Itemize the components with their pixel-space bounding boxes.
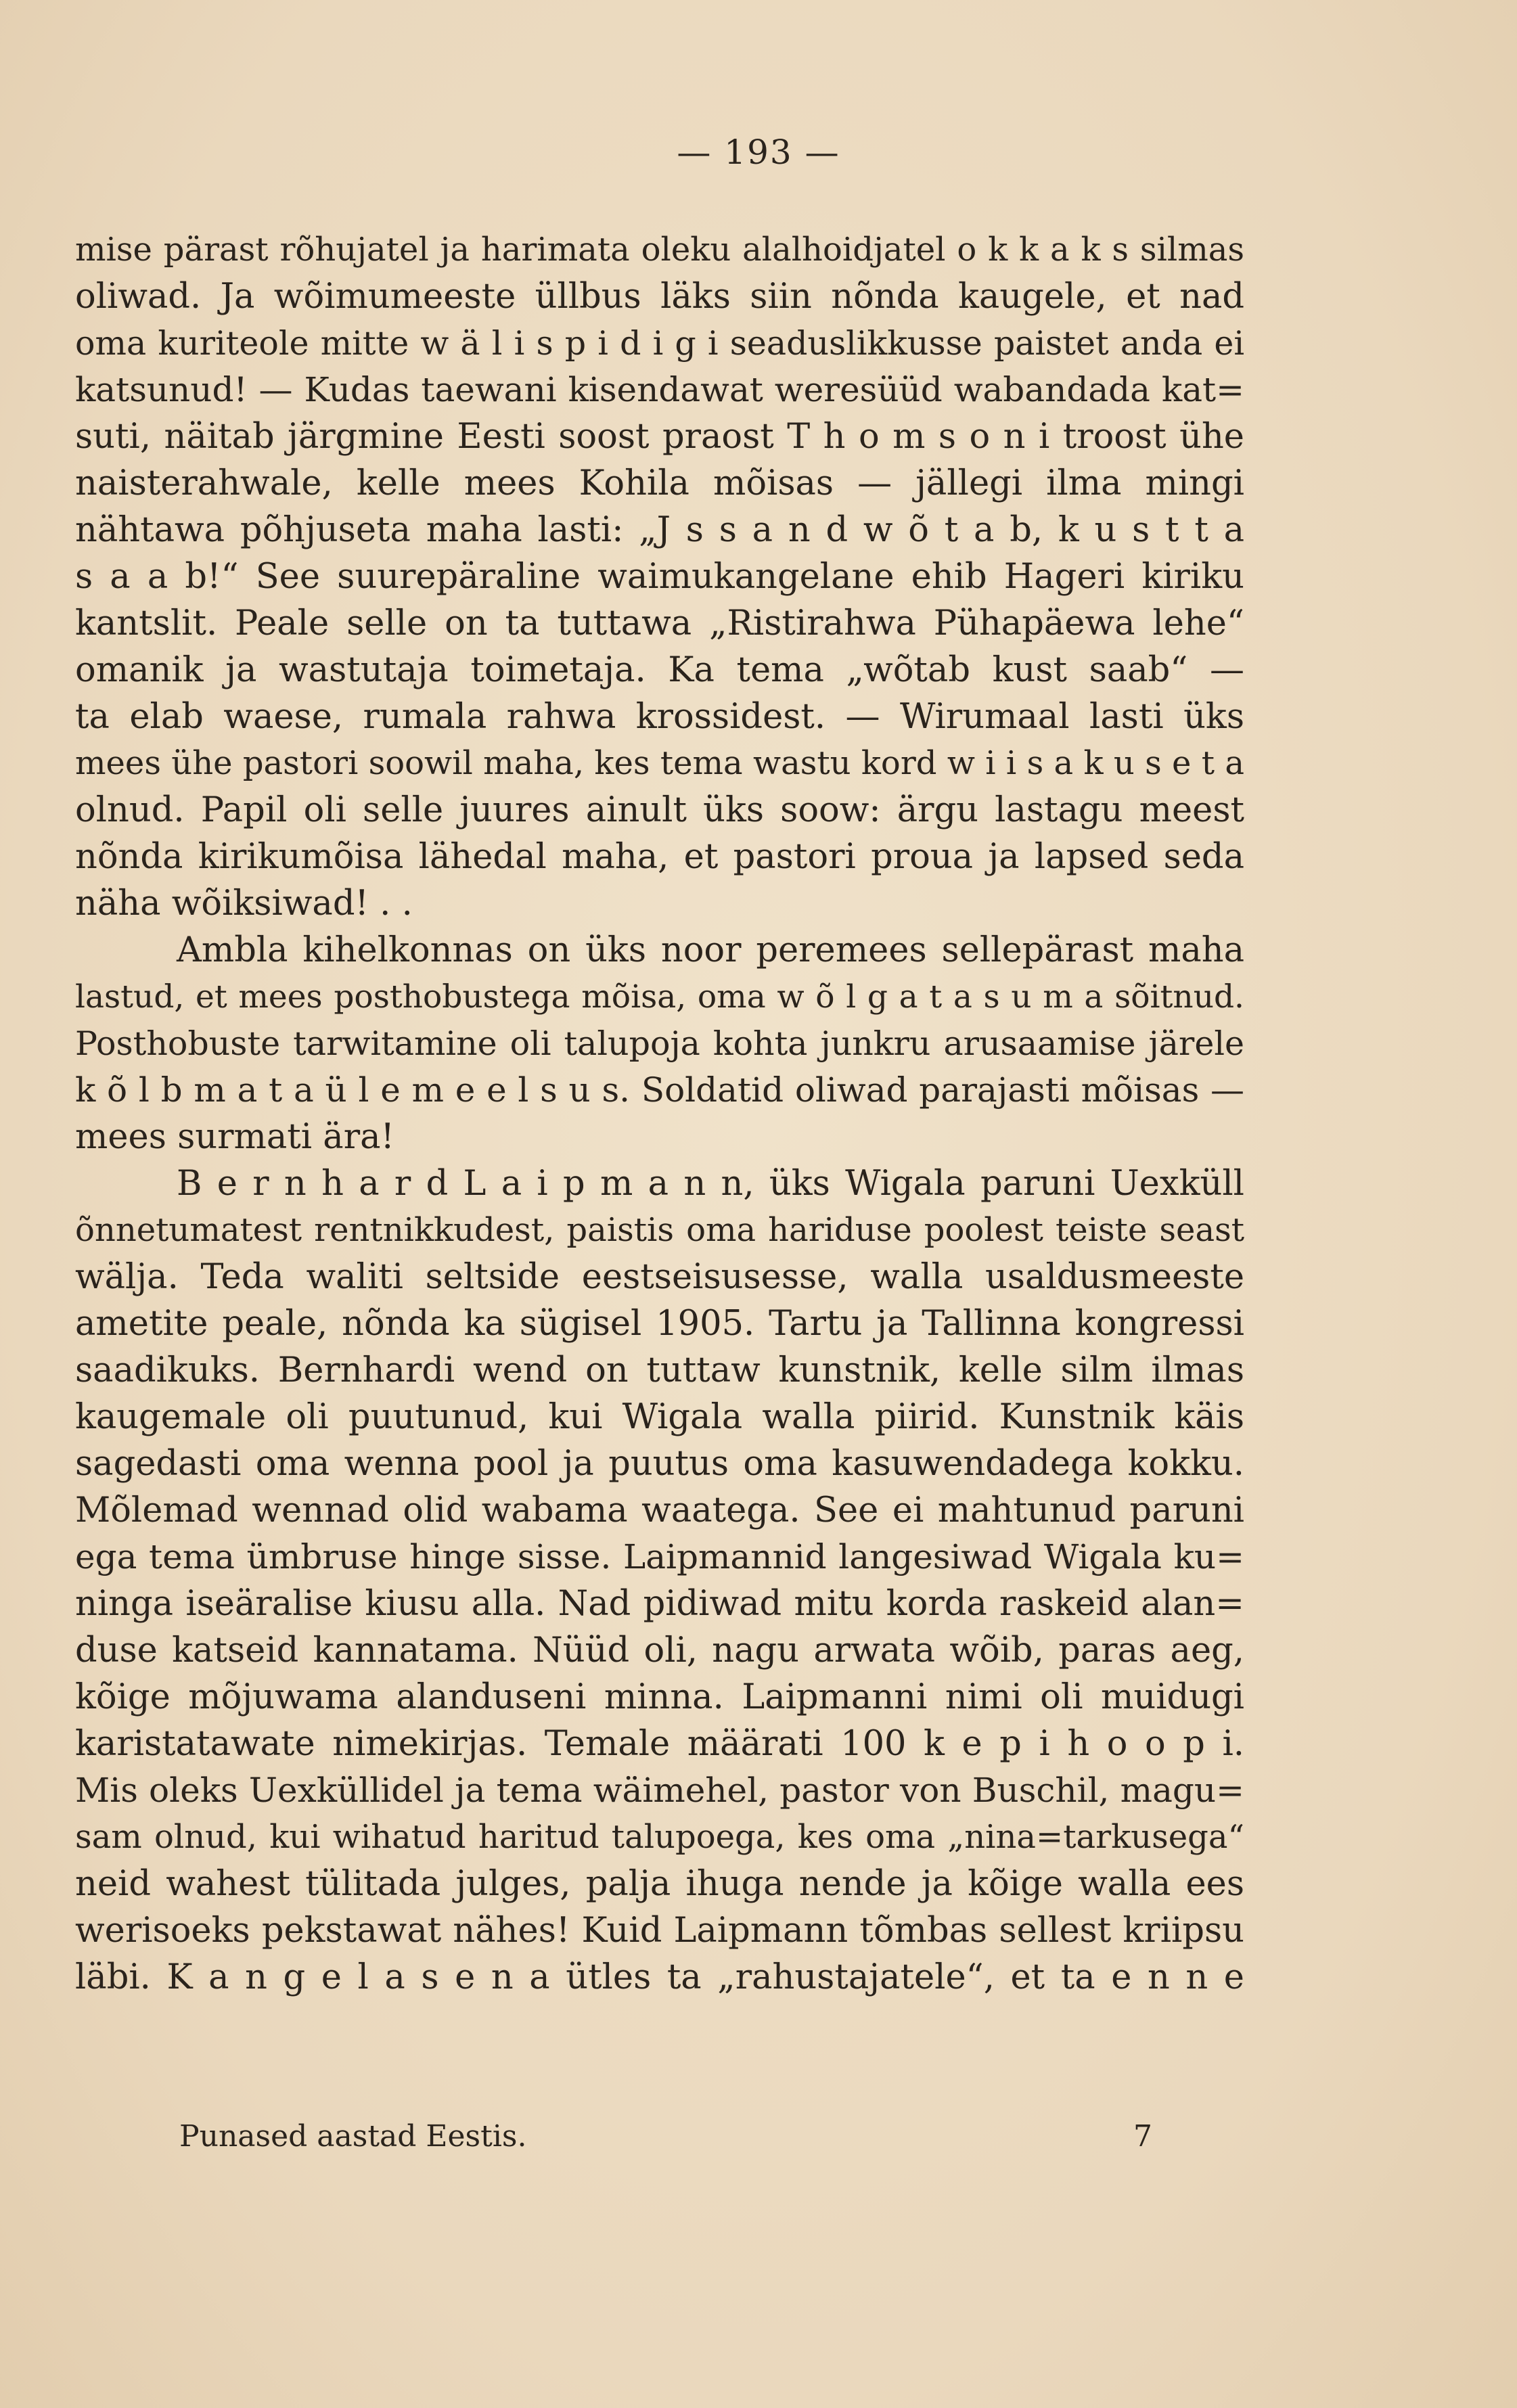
text-line: ninga iseäralise kiusu alla. Nad pidiwad mitu korda raskeid alan= <box>75 1584 1244 1624</box>
text-line: läbi. K a n g e l a s e n a ütles ta „rahustajatele“, et ta e n n e <box>75 1957 1244 1997</box>
text-line: Posthobuste tarwitamine oli talupoja kohta junkru arusaamise järele <box>75 1024 1244 1063</box>
text-line: wälja. Teda waliti seltside eestseisusesse, walla usaldusmeeste <box>75 1257 1244 1297</box>
text-line: werisoeks pekstawat nähes! Kuid Laipmann tõmbas sellest kriipsu <box>75 1911 1244 1951</box>
text-line: duse katseid kannatama. Nüüd oli, nagu arwata wõib, paras aeg, <box>75 1631 1244 1671</box>
text-line: kaugemale oli puutunud, kui Wigala walla piirid. Kunstnik käis <box>75 1397 1244 1437</box>
text-line: karistatawate nimekirjas. Temale määrati 100 k e p i h o o p i. <box>75 1724 1244 1764</box>
text-line: nähtawa põhjuseta maha lasti: „J s s a n d w õ t a b, k u s t t a <box>75 510 1244 550</box>
text-line: suti, näitab järgmine Eesti soost praost T h o m s o n i troost ühe <box>75 417 1244 457</box>
text-line: kõige mõjuwama alanduseni minna. Laipmanni nimi oli muidugi <box>75 1677 1244 1717</box>
text-line: Ambla kihelkonnas on üks noor peremees sellepärast maha <box>177 930 1244 970</box>
text-line: Mõlemad wennad olid wabama waatega. See ei mahtunud paruni <box>75 1491 1244 1530</box>
text-line: oma kuriteole mitte w ä l i s p i d i g i seaduslikkusse paistet anda ei <box>75 324 1244 363</box>
text-line: ametite peale, nõnda ka sügisel 1905. Tartu ja Tallinna kongressi <box>75 1304 1244 1344</box>
text-line: olnud. Papil oli selle juures ainult üks soow: ärgu lastagu meest <box>75 790 1244 830</box>
text-line: ega tema ümbruse hinge sisse. Laipmannid langesiwad Wigala ku= <box>75 1537 1244 1576</box>
body-text <box>75 227 1244 2001</box>
text-line: mees surmati ära! <box>75 1117 394 1157</box>
signature-mark: 7 <box>1133 2119 1152 2154</box>
text-line: ta elab waese, rumala rahwa krossidest. — Wirumaal lasti üks <box>75 697 1244 737</box>
page-number: — 193 — <box>677 133 840 172</box>
page-footer <box>179 2119 1160 2160</box>
footer-book-title: Punased aastad Eestis. <box>179 2119 527 2154</box>
text-line: B e r n h a r d L a i p m a n n, üks Wigala paruni Uexküll <box>177 1164 1244 1204</box>
text-line: omanik ja wastutaja toimetaja. Ka tema „wõtab kust saab“ — <box>75 650 1244 690</box>
text-line: mees ühe pastori soowil maha, kes tema wastu kord w i i s a k u s e t a <box>75 744 1244 782</box>
text-line: sam olnud, kui wihatud haritud talupoega, kes oma „nina=tarkusega“ <box>75 1818 1244 1856</box>
text-line: õnnetumatest rentnikkudest, paistis oma hariduse poolest teiste seast <box>75 1211 1244 1249</box>
text-line: saadikuks. Bernhardi wend on tuttaw kunstnik, kelle silm ilmas <box>75 1350 1244 1390</box>
text-line: s a a b!“ See suurepäraline waimukangelane ehib Hageri kiriku <box>75 557 1244 597</box>
text-line: kantslit. Peale selle on ta tuttawa „Ristirahwa Pühapäewa lehe“ <box>75 604 1244 643</box>
text-line: neid wahest tülitada julges, palja ihuga nende ja kõige walla ees <box>75 1864 1244 1904</box>
text-line: k õ l b m a t a ü l e m e e l s u s. Soldatid oliwad parajasti mõisas — <box>75 1070 1244 1110</box>
text-line: naisterahwale, kelle mees Kohila mõisas — jällegi ilma mingi <box>75 463 1244 503</box>
text-line: katsunud! — Kudas taewani kisendawat weresüüd wabandada kat= <box>75 370 1244 409</box>
text-line: mise pärast rõhujatel ja harimata oleku alalhoidjatel o k k a k s silmas <box>75 231 1244 269</box>
text-line: nõnda kirikumõisa lähedal maha, et pastori proua ja lapsed seda <box>75 837 1244 877</box>
text-line: sagedasti oma wenna pool ja puutus oma kasuwendadega kokku. <box>75 1444 1244 1484</box>
text-line: näha wõiksiwad! . . <box>75 884 413 924</box>
text-line: oliwad. Ja wõimumeeste üllbus läks siin nõnda kaugele, et nad <box>75 277 1244 317</box>
text-line: Mis oleks Uexküllidel ja tema wäimehel, pastor von Buschil, magu= <box>75 1771 1244 1810</box>
text-line: lastud, et mees posthobustega mõisa, oma w õ l g a t a s u m a sõitnud. <box>75 978 1244 1016</box>
